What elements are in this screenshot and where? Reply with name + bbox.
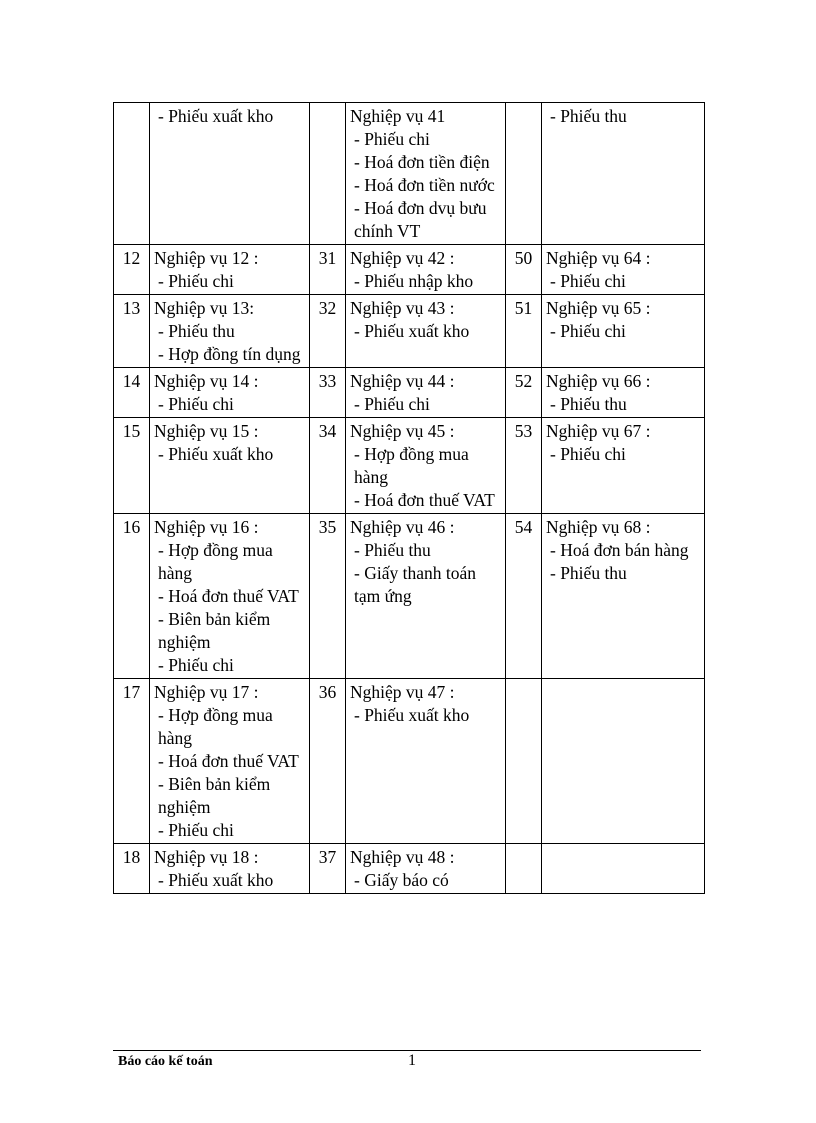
document-item: - Hợp đồng mua hàng xyxy=(158,705,273,748)
document-item: - Phiếu chi xyxy=(158,394,234,414)
transaction-cell xyxy=(346,245,506,295)
document-item: - Hoá đơn tiền nước xyxy=(354,175,495,195)
row-number-cell: 12 xyxy=(114,245,150,295)
transaction-heading: Nghiệp vụ 12 : xyxy=(154,248,259,268)
table-row xyxy=(114,368,705,418)
transaction-cell xyxy=(150,295,310,368)
document-item: - Hoá đơn thuế VAT xyxy=(354,490,495,510)
transaction-heading: Nghiệp vụ 15 : xyxy=(154,421,259,441)
table-row xyxy=(114,844,705,894)
transaction-cell xyxy=(542,368,705,418)
table-row xyxy=(114,295,705,368)
row-number-cell: 54 xyxy=(506,514,542,679)
table-row xyxy=(114,245,705,295)
document-item: - Biên bản kiểm nghiệm xyxy=(158,609,271,652)
document-item: - Phiếu chi xyxy=(354,129,430,149)
table-row xyxy=(114,103,705,245)
table-body xyxy=(114,103,705,894)
transaction-heading: Nghiệp vụ 17 : xyxy=(154,682,259,702)
transaction-cell xyxy=(150,368,310,418)
document-item: - Hợp đồng mua hàng xyxy=(158,540,273,583)
document-item: - Phiếu chi xyxy=(158,271,234,291)
transaction-cell xyxy=(542,245,705,295)
row-number-cell: 50 xyxy=(506,245,542,295)
transaction-cell xyxy=(346,418,506,514)
transaction-heading: Nghiệp vụ 43 : xyxy=(350,298,455,318)
document-item: - Phiếu thu xyxy=(550,563,627,583)
row-number-cell: 51 xyxy=(506,295,542,368)
document-item: - Phiếu xuất kho xyxy=(158,106,274,126)
transaction-cell xyxy=(542,514,705,679)
transaction-cell xyxy=(542,679,705,844)
transaction-cell xyxy=(150,514,310,679)
transaction-cell xyxy=(542,103,705,245)
row-number-cell: 15 xyxy=(114,418,150,514)
footer-title: Báo cáo kế toán xyxy=(118,1054,213,1069)
document-item: - Phiếu chi xyxy=(158,655,234,675)
row-number-cell: 18 xyxy=(114,844,150,894)
document-item: - Phiếu thu xyxy=(550,394,627,414)
document-item: - Hợp đồng tín dụng xyxy=(158,344,301,364)
document-item: - Biên bản kiểm nghiệm xyxy=(158,774,271,817)
row-number-cell: 33 xyxy=(310,368,346,418)
table-row xyxy=(114,514,705,679)
row-number-cell xyxy=(506,844,542,894)
transaction-cell xyxy=(346,514,506,679)
transaction-heading: Nghiệp vụ 46 : xyxy=(350,517,455,537)
document-item: - Hoá đơn thuế VAT xyxy=(158,751,299,771)
document-item: - Hoá đơn dvụ bưu chính VT xyxy=(354,198,487,241)
transaction-heading: Nghiệp vụ 16 : xyxy=(154,517,259,537)
transaction-cell xyxy=(346,103,506,245)
row-number-cell: 16 xyxy=(114,514,150,679)
document-item: - Hoá đơn tiền điện xyxy=(354,152,490,172)
document-item: - Phiếu thu xyxy=(550,106,627,126)
row-number-cell xyxy=(310,103,346,245)
transaction-heading: Nghiệp vụ 65 : xyxy=(546,298,651,318)
document-item: - Phiếu xuất kho xyxy=(354,705,470,725)
row-number-cell: 37 xyxy=(310,844,346,894)
row-number-cell: 31 xyxy=(310,245,346,295)
transaction-cell xyxy=(346,679,506,844)
transaction-cell xyxy=(150,844,310,894)
document-item: - Phiếu chi xyxy=(550,321,626,341)
row-number-cell xyxy=(506,103,542,245)
transaction-cell xyxy=(542,844,705,894)
document-item: - Phiếu chi xyxy=(550,271,626,291)
transaction-heading: Nghiệp vụ 18 : xyxy=(154,847,259,867)
document-item: - Phiếu chi xyxy=(550,444,626,464)
document-item: - Giấy báo có xyxy=(354,870,449,890)
transaction-cell xyxy=(150,679,310,844)
row-number-cell: 52 xyxy=(506,368,542,418)
row-number-cell: 35 xyxy=(310,514,346,679)
document-item: - Phiếu xuất kho xyxy=(158,870,274,890)
row-number-cell: 53 xyxy=(506,418,542,514)
transaction-heading: Nghiệp vụ 64 : xyxy=(546,248,651,268)
transaction-heading: Nghiệp vụ 45 : xyxy=(350,421,455,441)
transaction-heading: Nghiệp vụ 68 : xyxy=(546,517,651,537)
table-row xyxy=(114,418,705,514)
row-number-cell: 36 xyxy=(310,679,346,844)
transaction-cell xyxy=(542,295,705,368)
document-item: - Hoá đơn bán hàng xyxy=(550,540,689,560)
row-number-cell: 13 xyxy=(114,295,150,368)
document-item: - Phiếu thu xyxy=(354,540,431,560)
transaction-heading: Nghiệp vụ 13: xyxy=(154,298,255,318)
document-item: - Phiếu xuất kho xyxy=(354,321,470,341)
transaction-heading: Nghiệp vụ 41 xyxy=(350,106,446,126)
row-number-cell: 14 xyxy=(114,368,150,418)
row-number-cell: 32 xyxy=(310,295,346,368)
table-row xyxy=(114,679,705,844)
transaction-cell xyxy=(346,295,506,368)
document-item: - Phiếu chi xyxy=(158,820,234,840)
document-item: - Hoá đơn thuế VAT xyxy=(158,586,299,606)
row-number-cell: 34 xyxy=(310,418,346,514)
footer-divider xyxy=(113,1050,701,1051)
transaction-document-table xyxy=(113,102,705,894)
transaction-heading: Nghiệp vụ 67 : xyxy=(546,421,651,441)
transaction-heading: Nghiệp vụ 44 : xyxy=(350,371,455,391)
transaction-heading: Nghiệp vụ 14 : xyxy=(154,371,259,391)
transaction-cell xyxy=(346,368,506,418)
transaction-cell xyxy=(150,103,310,245)
transaction-cell xyxy=(542,418,705,514)
row-number-cell xyxy=(114,103,150,245)
transaction-cell xyxy=(346,844,506,894)
row-number-cell xyxy=(506,679,542,844)
document-item: - Giấy thanh toán tạm ứng xyxy=(354,563,476,606)
row-number-cell: 17 xyxy=(114,679,150,844)
document-item: - Hợp đồng mua hàng xyxy=(354,444,469,487)
transaction-heading: Nghiệp vụ 48 : xyxy=(350,847,455,867)
document-item: - Phiếu chi xyxy=(354,394,430,414)
transaction-heading: Nghiệp vụ 47 : xyxy=(350,682,455,702)
transaction-heading: Nghiệp vụ 42 : xyxy=(350,248,455,268)
document-item: - Phiếu xuất kho xyxy=(158,444,274,464)
page-number: 1 xyxy=(408,1052,416,1069)
document-item: - Phiếu nhập kho xyxy=(354,271,474,291)
document-item: - Phiếu thu xyxy=(158,321,235,341)
transaction-heading: Nghiệp vụ 66 : xyxy=(546,371,651,391)
transaction-cell xyxy=(150,418,310,514)
transaction-cell xyxy=(150,245,310,295)
